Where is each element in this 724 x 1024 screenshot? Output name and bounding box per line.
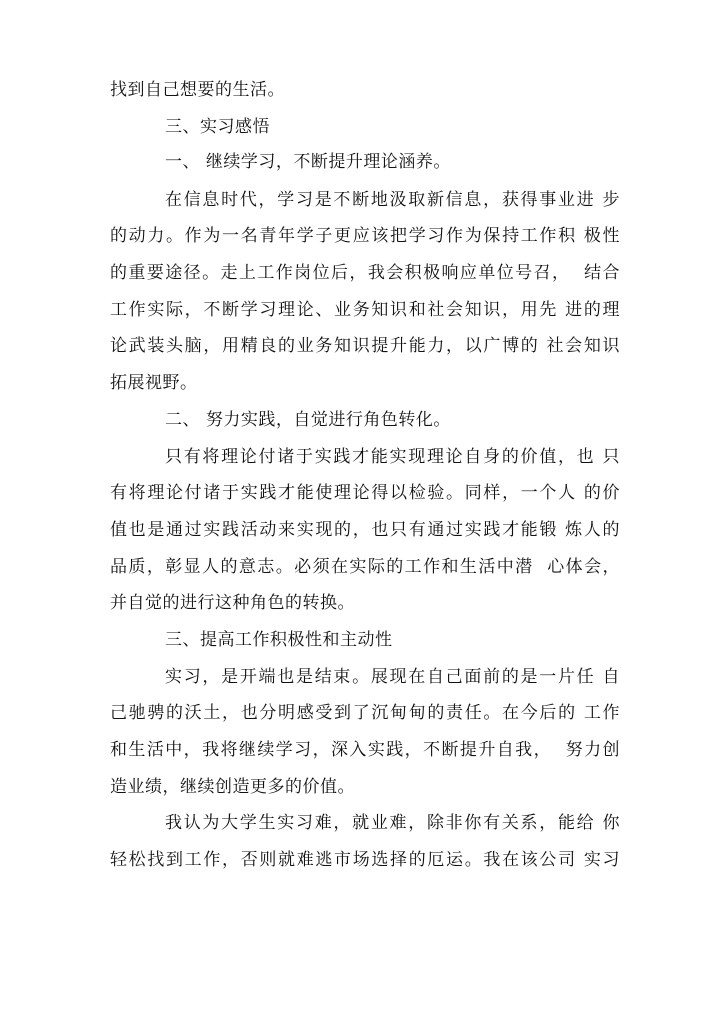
text-line: 工作实际，不断学习理论、业务知识和社会知识，用先 进的理 bbox=[110, 300, 620, 320]
text-line: 拓展视野。 bbox=[110, 373, 198, 393]
text-line: 只有将理论付诸于实践才能实现理论自身的价值，也 只 bbox=[165, 447, 620, 467]
text-line: 在信息时代，学习是不断地汲取新信息，获得事业进 步 bbox=[165, 190, 620, 210]
subheading: 二、 努力实践，自觉进行角色转化。 bbox=[165, 410, 451, 430]
text-line: 有将理论付诸于实践才能使理论得以检验。同样，一个人 的价 bbox=[110, 483, 620, 503]
text-line: 品质，彰显人的意志。必须在实际的工作和生活中潜 心体会， bbox=[110, 557, 620, 577]
text-line: 并自觉的进行这种角色的转换。 bbox=[110, 593, 355, 613]
text-line: 和生活中，我将继续学习，深入实践，不断提升自我， 努力创 bbox=[110, 740, 620, 760]
text-line: 造业绩，继续创造更多的价值。 bbox=[110, 777, 355, 797]
subheading: 三、提高工作积极性和主动性 bbox=[165, 630, 393, 650]
text-line: 值也是通过实践活动来实现的，也只有通过实践才能锻 炼人的 bbox=[110, 520, 620, 540]
text-line: 的重要途径。走上工作岗位后，我会积极响应单位号召， 结合 bbox=[110, 263, 620, 283]
subheading: 一、 继续学习，不断提升理论涵养。 bbox=[165, 152, 451, 172]
section-heading: 三、实习感悟 bbox=[165, 117, 270, 137]
text-line: 轻松找到工作，否则就难逃市场选择的厄运。我在该公司 实习 bbox=[110, 850, 620, 870]
text-line: 实习，是开端也是结束。展现在自己面前的是一片任 自 bbox=[165, 667, 620, 687]
text-line: 我认为大学生实习难，就业难，除非你有关系，能给 你 bbox=[165, 813, 620, 833]
text-line: 己驰骋的沃土，也分明感受到了沉甸甸的责任。在今后的 工作 bbox=[110, 703, 620, 723]
text-line: 论武装头脑，用精良的业务知识提升能力，以广博的 社会知识 bbox=[110, 336, 620, 356]
text-line: 的动力。作为一名青年学子更应该把学习作为保持工作积 极性 bbox=[110, 226, 620, 246]
text-line: 找到自己想要的生活。 bbox=[110, 80, 285, 100]
